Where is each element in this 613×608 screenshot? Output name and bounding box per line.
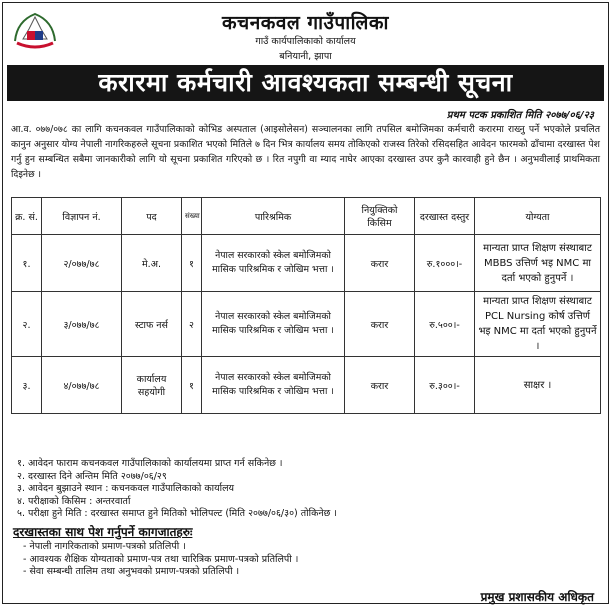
- office-name: गाउँ कार्यपालिकाको कार्यालय: [255, 36, 356, 47]
- document-item: - आवश्यक शैक्षिक योग्यताको प्रमाण-पत्र तथा चारित्रिक प्रमाण-पत्रको प्रतिलिपी ।: [23, 553, 299, 565]
- table-row: [12, 235, 601, 292]
- cell-count: १: [182, 235, 202, 292]
- document-item: - नेपाली नागरिकताको प्रमाण-पत्रको प्रतिलिपी ।: [23, 541, 186, 552]
- cell-sn: १.: [12, 235, 42, 292]
- table-row: [12, 357, 601, 414]
- table-row: [12, 292, 601, 357]
- cell-ad-no: ४/०७७/७८: [42, 357, 122, 414]
- cell-fee: रु.३००।-: [415, 357, 475, 414]
- cell-appointment: करार: [345, 357, 415, 414]
- cell-fee: रु.५००।-: [415, 292, 475, 357]
- cell-ad-no: ३/०७७/७८: [42, 292, 122, 357]
- cell-pay: नेपाल सरकारको स्केल बमोजिमको मासिक पारिश्रमिक र जोखिम भत्ता ।: [202, 235, 345, 292]
- cell-pay: नेपाल सरकारको स्केल बमोजिमको मासिक पारिश्रमिक र जोखिम भत्ता ।: [202, 292, 345, 357]
- note-item: २. दरखास्त दिने अन्तिम मिति २०७७/०६/२९: [17, 470, 167, 482]
- intro-paragraph: आ.व. ०७७/०७८ का लागि कचनकवल गाउँपालिकाको कोभिड अस्पताल (आइसोलेसन) सञ्चालनका लागि तपसिल बमोजिमका कर्मचारी करारमा राख्नु पर्ने भएकोले प्रचलित कानुन अनुसार योग्य नेपाली नागरिकहरुले सूचना प्रकाशित भएको मितिले ७ दिन भित्र कार्यालय समय तोकिएको राजस्व तिरेको रसिदसहित आवेदन फारमको ढाँचामा दरखास्त पेश गर्नु हुन सम्बन्धित सबैमा जानकारीको लागि यो सूचना प्रकाशित गरिएको छ । रित नपुगी वा म्याद नाघेर आएका दरखास्त उपर कुनै कारवाही हुने छैन । अनुभवीलाई प्राथमिकता दिइनेछ ।: [11, 124, 600, 180]
- notice-banner: करारमा कर्मचारी आवश्यकता सम्बन्धी सूचना: [7, 65, 604, 101]
- header-count: संख्या: [182, 198, 202, 235]
- municipality-title: कचनकवल गाउँपालिका: [222, 12, 389, 34]
- cell-post: मे.अ.: [122, 235, 182, 292]
- header-qualification: योग्यता: [475, 198, 601, 235]
- cell-sn: ३.: [12, 357, 42, 414]
- header-pay: पारिश्रमिक: [202, 198, 345, 235]
- office-location: बनियानी, झापा: [279, 51, 332, 62]
- document-item: - सेवा सम्बन्धी तालिम तथा अनुभवको प्रमाण-पत्रको प्रतिलिपी ।: [23, 566, 240, 577]
- cell-count: १: [182, 357, 202, 414]
- header-post: पद: [122, 198, 182, 235]
- table-header-row: [12, 198, 601, 235]
- signature-title: प्रमुख प्रशासकीय अधिकृत: [480, 590, 594, 604]
- cell-qualification: मान्यता प्राप्त शिक्षण संस्थाबाट MBBS उत्तिर्ण भइ NMC मा दर्ता भएको हुनुपर्ने ।: [475, 235, 601, 292]
- cell-qualification: साक्षर ।: [475, 357, 601, 414]
- header-fee: दरखास्त दस्तुर: [415, 198, 475, 235]
- note-item: १. आवेदन फाराम कचनकवल गाउँपालिकाको कार्यालयमा प्राप्त गर्न सकिनेछ ।: [17, 458, 283, 469]
- cell-pay: नेपाल सरकारको स्केल बमोजिमको मासिक पारिश्रमिक र जोखिम भत्ता ।: [202, 357, 345, 414]
- note-item: ४. परीक्षाको किसिम : अन्तरवार्ता: [17, 495, 131, 507]
- vacancy-table: [11, 197, 601, 414]
- cell-sn: २.: [12, 292, 42, 357]
- cell-appointment: करार: [345, 292, 415, 357]
- notice-page: [2, 2, 609, 604]
- publication-date: प्रथम पटक प्रकाशित मिति २०७७/०६/२३: [446, 110, 594, 121]
- documents-list: [23, 541, 298, 579]
- cell-fee: रु.१०००।-: [415, 235, 475, 292]
- note-item: ३. आवेदन बुझाउने स्थान : कचनकवल गाउँपालिकाको कार्यालय: [17, 483, 235, 495]
- header-appointment: नियुक्तिको किसिम: [345, 198, 415, 235]
- notes-list: [17, 458, 337, 521]
- cell-qualification: मान्यता प्राप्त शिक्षण संस्थाबाट PCL Nursing कोर्ष उत्तिर्ण भइ NMC मा दर्ता भएको हुनुपर्ने ।: [475, 292, 601, 357]
- note-item: ५. परीक्षा हुने मिति : दरखास्त समाप्त हुने मितिको भोलिपल्ट (मिति २०७७/०६/३०) तोकिनेछ ।: [17, 508, 337, 520]
- cell-appointment: करार: [345, 235, 415, 292]
- cell-post: कार्यालय सहयोगी: [122, 357, 182, 414]
- cell-ad-no: २/०७७/७८: [42, 235, 122, 292]
- cell-post: स्टाफ नर्स: [122, 292, 182, 357]
- cell-count: २: [182, 292, 202, 357]
- header-sn: क्र. सं.: [12, 198, 42, 235]
- header-ad-no: विज्ञापन नं.: [42, 198, 122, 235]
- documents-title: दरखास्तका साथ पेश गर्नुपर्ने कागजातहरुः: [13, 525, 193, 539]
